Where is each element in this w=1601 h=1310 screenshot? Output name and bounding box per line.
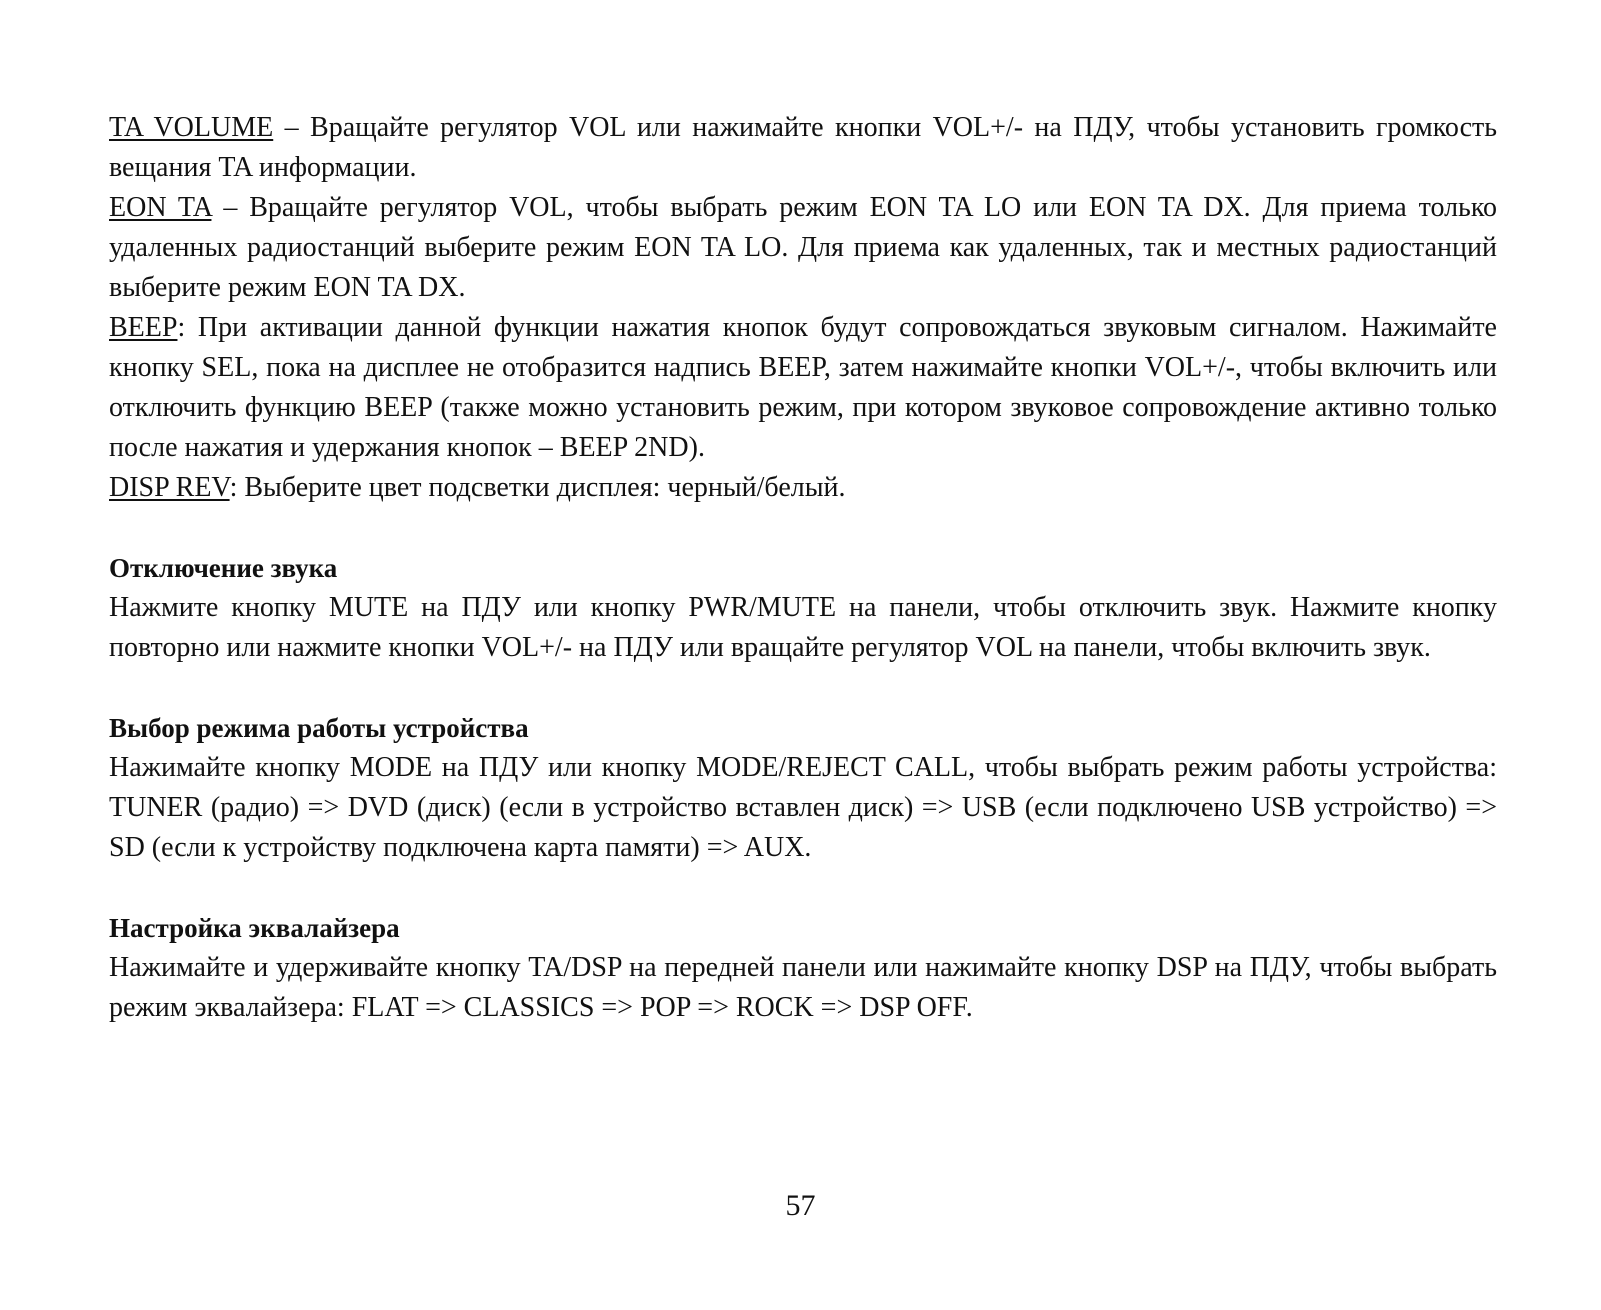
page-number: 57 [785, 1189, 816, 1222]
spacer [109, 508, 1497, 548]
setting-term: BEEP [109, 312, 178, 343]
setting-term: DISP REV [109, 472, 230, 503]
setting-term: EON TA [109, 192, 212, 223]
setting-term: TA VOLUME [109, 112, 274, 143]
section-body-mute: Нажмите кнопку MUTE на ПДУ или кнопку PWR/MUTE на панели, чтобы отключить звук. Нажмите кнопку повторно или нажмите кнопки VOL+/- на ПДУ или вращайте регулятор VOL на панели, чтобы включить звук. [109, 592, 1497, 663]
setting-beep [109, 308, 1497, 468]
setting-description: – Вращайте регулятор VOL или нажимайте кнопки VOL+/- на ПДУ, чтобы установить громкость вещания TA информации. [109, 112, 1498, 183]
section-heading-equalizer: Настройка эквалайзера [109, 913, 400, 943]
section-heading-mode: Выбор режима работы устройства [109, 713, 529, 743]
setting-eon-ta [109, 188, 1497, 308]
section-heading-mute: Отключение звука [109, 553, 338, 583]
document-page [109, 108, 1497, 1028]
spacer [109, 668, 1497, 708]
setting-description: : Выберите цвет подсветки дисплея: черный/белый. [229, 472, 846, 503]
setting-ta-volume [109, 108, 1497, 188]
setting-description: – Вращайте регулятор VOL, чтобы выбрать режим EON TA LO или EON TA DX. Для приема только удаленных радиостанций выберите режим EON TA LO. Для приема как удаленных, так и местных радиостанций выберите режим EON TA DX. [109, 192, 1497, 303]
section-body-equalizer: Нажимайте и удерживайте кнопку TA/DSP на передней панели или нажимайте кнопку DSP на ПДУ, чтобы выбрать режим эквалайзера: FLAT => CLASSICS => POP => ROCK => DSP OFF. [109, 952, 1497, 1023]
spacer [109, 868, 1497, 908]
setting-disp-rev [109, 468, 1497, 508]
section-body-mode: Нажимайте кнопку MODE на ПДУ или кнопку MODE/REJECT CALL, чтобы выбрать режим работы устройства: TUNER (радио) => DVD (диск) (если в устройство вставлен диск) => USB (если подключено USB устройство) => SD (если к устройству подключена карта памяти) => AUX. [109, 752, 1497, 863]
setting-description: : При активации данной функции нажатия кнопок будут сопровождаться звуковым сигналом. Нажимайте кнопку SEL, пока на дисплее не отобразится надпись BEEP, затем нажимайте кнопки VOL+/-, чтобы включить или отключить функцию BEEP (также можно установить режим, при котором звуковое сопровождение активно только после нажатия и удержания кнопок – BEEP 2ND). [109, 312, 1497, 463]
